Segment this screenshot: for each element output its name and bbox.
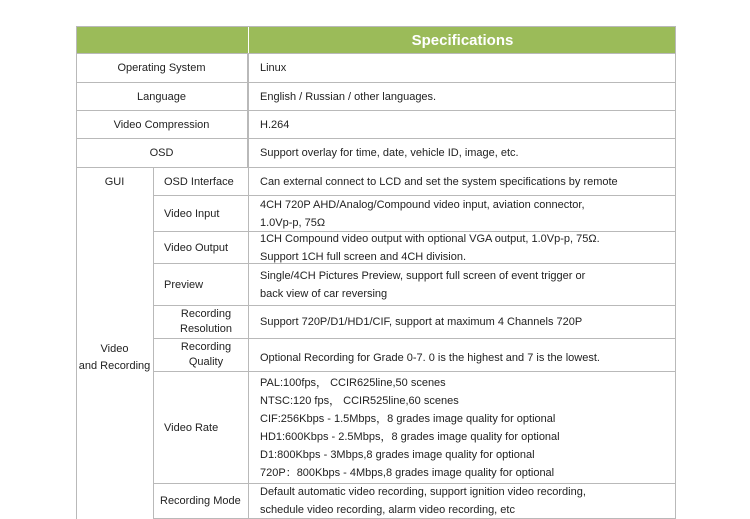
group-line: and Recording (78, 359, 151, 372)
value-line: 1.0Vp-p, 75Ω (260, 216, 326, 229)
value-line: schedule video recording, alarm video recording, etc (260, 504, 515, 516)
table-row (76, 168, 676, 196)
group-label-video-recording (76, 196, 153, 519)
row-value-video-rate (248, 372, 676, 483)
value-line: CIF:256Kbps - 1.5Mbps，8 grades image quality for optional (260, 412, 556, 425)
value-line: PAL:100fps， CCIR625line,50 scenes (260, 376, 446, 389)
value-line: 1CH Compound video output with optional VGA output, 1.0Vp-p, 75Ω. (260, 232, 600, 245)
row-value-osd-interface: Can external connect to LCD and set the system specifications by remote (248, 168, 676, 195)
row-value-preview (248, 264, 676, 305)
table-row (153, 264, 676, 306)
row-value-recording-quality: Optional Recording for Grade 0-7. 0 is the highest and 7 is the lowest. (248, 339, 676, 371)
row-value-language: English / Russian / other languages. (248, 83, 676, 110)
label-line: Recording (180, 308, 232, 320)
row-value-operating-system: Linux (248, 54, 676, 82)
table-row (153, 306, 676, 339)
value-line: Default automatic video recording, support ignition video recording, (260, 486, 586, 498)
row-label-osd: OSD (76, 139, 248, 167)
row-label-video-output: Video Output (153, 232, 248, 263)
table-row (76, 139, 676, 168)
table-row (153, 339, 676, 372)
value-line: 720P：800Kbps - 4Mbps,8 grades image quality for optional (260, 466, 555, 479)
row-label-recording-mode: Recording Mode (153, 484, 248, 518)
table-row (76, 111, 676, 139)
table-row (153, 196, 676, 232)
row-value-osd: Support overlay for time, date, vehicle ID, image, etc. (248, 139, 676, 167)
table-row (153, 372, 676, 484)
table-row (76, 54, 676, 83)
table-title: Specifications (248, 27, 676, 53)
row-label-preview: Preview (153, 264, 248, 305)
row-value-video-input (248, 196, 676, 231)
row-value-video-compression: H.264 (248, 111, 676, 138)
row-value-recording-mode (248, 484, 676, 518)
row-value-recording-resolution: Support 720P/D1/HD1/CIF, support at maximum 4 Channels 720P (248, 306, 676, 338)
table-row (76, 83, 676, 111)
row-value-video-output (248, 232, 676, 263)
table-header-row (76, 27, 676, 54)
row-label-operating-system: Operating System (76, 54, 248, 82)
table-row (153, 232, 676, 264)
value-line: back view of car reversing (260, 287, 388, 300)
row-label-recording-quality (153, 339, 248, 371)
table-row (76, 484, 676, 519)
value-line: 4CH 720P AHD/Analog/Compound video input, aviation connector, (260, 198, 585, 211)
row-label-video-compression: Video Compression (76, 111, 248, 138)
row-label-recording-resolution (153, 306, 248, 338)
label-line: Resolution (180, 323, 232, 335)
row-label-video-input: Video Input (153, 196, 248, 231)
table-left-border (76, 27, 77, 519)
value-line: D1:800Kbps - 3Mbps,8 grades image quality for optional (260, 448, 535, 461)
group-label-gui: GUI (76, 168, 153, 196)
value-line: NTSC:120 fps， CCIR525line,60 scenes (260, 394, 459, 407)
row-label-language: Language (76, 83, 248, 110)
specifications-table (76, 26, 676, 516)
row-label-osd-interface: OSD Interface (153, 168, 248, 195)
value-line: Support 1CH full screen and 4CH division. (260, 250, 467, 263)
value-line: Single/4CH Pictures Preview, support full screen of event trigger or (260, 269, 586, 282)
value-line: HD1:600Kbps - 2.5Mbps，8 grades image quality for optional (260, 430, 560, 443)
label-line: Recording (180, 341, 232, 353)
row-label-video-rate: Video Rate (153, 372, 248, 483)
label-line: Quality (188, 356, 224, 368)
table-right-border (675, 27, 676, 519)
group-line: Video (100, 342, 129, 355)
